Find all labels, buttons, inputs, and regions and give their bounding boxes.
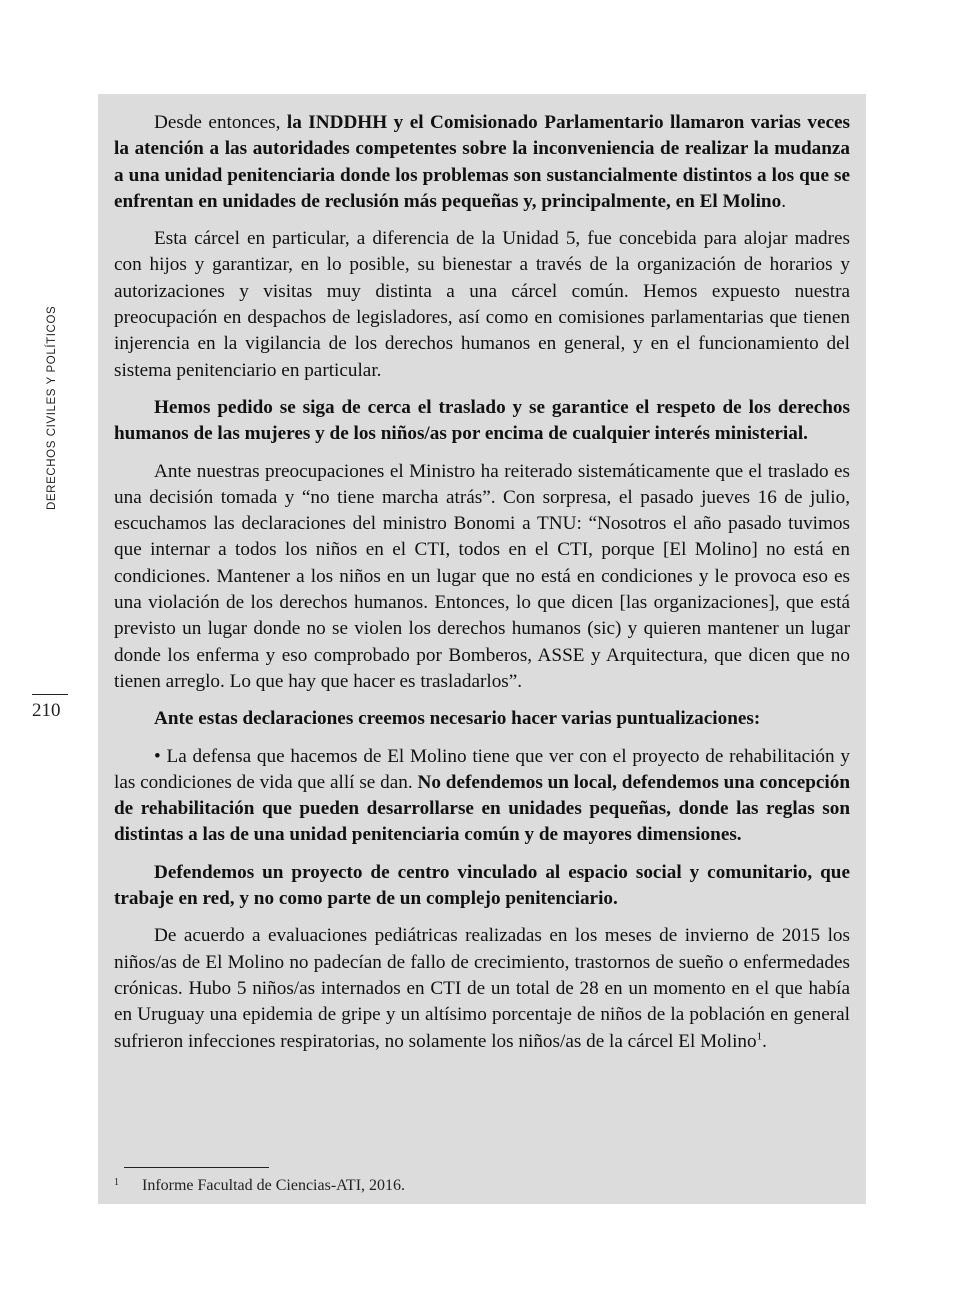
p8-end: .: [762, 1030, 767, 1052]
p1-end: .: [781, 190, 786, 212]
footnote-number: 1: [114, 1177, 119, 1188]
paragraph-3: [114, 395, 850, 448]
p1-bold: la INDDHH y el Comisionado Parlamentario llamaron varias veces la atención a las autoridades competentes sobre la inconveniencia de realizar la mudanza a una unidad penitenciaria donde los problemas son sustancialmente distintos a los que se enfrentan en unidades de reclusión más pequeñas y, principalmente, en El Molino: [114, 112, 850, 212]
paragraph-5: [114, 706, 850, 732]
footnote-text: Informe Facultad de Ciencias-ATI, 2016.: [142, 1177, 406, 1194]
highlight-box: [98, 94, 866, 1204]
p6-intro: • La defensa que hacemos de El Molino tiene que ver con el proyecto de rehabilitación y las condiciones de vida que allí se dan.: [114, 745, 850, 793]
body-text: [114, 110, 850, 1066]
p3-bold: Hemos pedido se siga de cerca el traslado y se garantice el respeto de los derechos humanos de las mujeres y de los niños/as por encima de cualquier interés ministerial.: [114, 396, 850, 445]
p6-bold: No defendemos un local, defendemos una concepción de rehabilitación que pueden desarrollarse en unidades pequeñas, donde las reglas son distintas a las de una unidad penitenciaria común y de mayores dimensiones.: [114, 771, 850, 846]
paragraph-1: [114, 110, 850, 215]
footnote-rule: [124, 1167, 269, 1168]
p8-text: De acuerdo a evaluaciones pediátricas realizadas en los meses de invierno de 2015 los niños/as de El Molino no padecían de fallo de crecimiento, trastornos de sueño o enfermedades crónicas. Hubo 5 niños/as internados en CTI de un total de 28 en un momento en el que había en Uruguay una epidemia de gripe y un altísimo porcentaje de niños de la población en general sufrieron infecciones respiratorias, no solamente los niños/as de la cárcel El Molino: [114, 925, 850, 1052]
footnote-ref: 1: [756, 1030, 763, 1043]
paragraph-6: [114, 744, 850, 849]
p5-bold: Ante estas declaraciones creemos necesario hacer varias puntualizaciones:: [154, 708, 761, 730]
page-number: 210: [32, 700, 61, 721]
paragraph-4: Ante nuestras preocupaciones el Ministro ha reiterado sistemáticamente que el traslado es una decisión tomada y “no tiene marcha atrás”. Con sorpresa, el pasado jueves 16 de julio, escuchamos las declaraciones del ministro Bonomi a TNU: “Nosotros el año pasado tuvimos que internar a todos los niños en el CTI, todos en el CTI, porque [El Molino] no está en condiciones. Mantener a los niños en un lugar que no está en condiciones y le provoca eso es una violación de los derechos humanos. Entonces, lo que dicen [las organizaciones], que está previsto un lugar donde no se violen los derechos humanos (sic) y quieren mantener un lugar donde los enferma y eso comprobado por Bomberos, ASSE y Arquitectura, que dicen que no tienen arreglo. Lo que hay que hacer es trasladarlos”.: [114, 460, 850, 692]
p1-intro: Desde entonces,: [154, 112, 287, 133]
paragraph-2: Esta cárcel en particular, a diferencia de la Unidad 5, fue concebida para alojar madres con hijos y garantizar, en lo posible, su bienestar a través de la organización de horarios y autorizaciones y visitas muy distinta a una cárcel común. Hemos expuesto nuestra preocupación en despachos de legisladores, así como en comisiones parlamentarias que tienen injerencia en la vigilancia de los derechos humanos en general, y en el funcionamiento del sistema penitenciario en particular.: [114, 228, 850, 381]
paragraph-7: [114, 860, 850, 913]
running-section-title: DERECHOS CIVILES Y POLÍTICOS: [46, 305, 58, 510]
p7-bold: Defendemos un proyecto de centro vinculado al espacio social y comunitario, que trabaje en red, y no como parte de un complejo penitenciario.: [114, 861, 850, 910]
footnote: [114, 1177, 405, 1195]
paragraph-8: [114, 923, 850, 1054]
page-number-rule: [32, 694, 68, 695]
